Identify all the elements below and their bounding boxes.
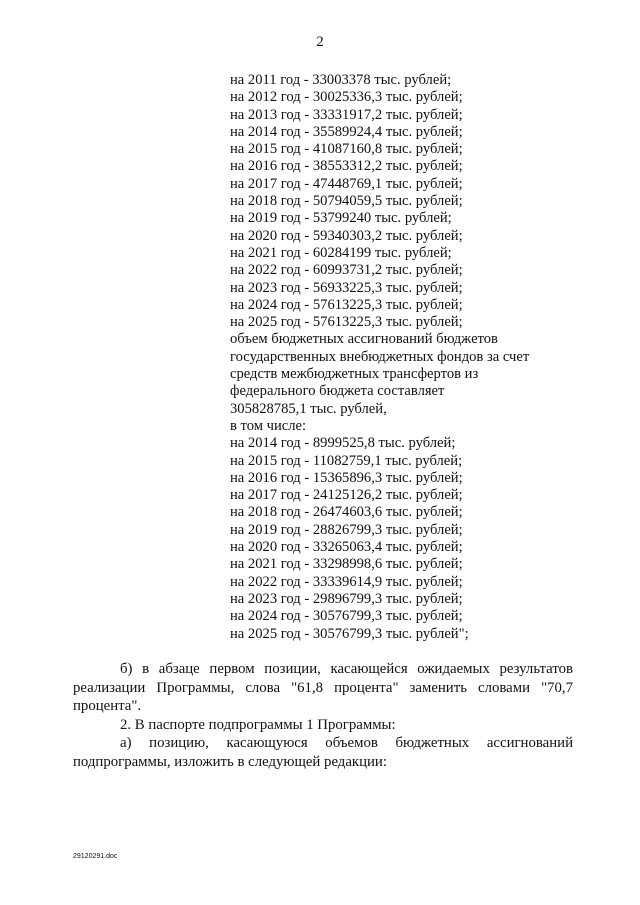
paragraph-item-a: а) позицию, касающуюся объемов бюджетных ассигнований подпрограммы, изложить в следующей редакции: <box>73 735 573 770</box>
allocation-line: на 2024 год - 57613225,3 тыс. рублей; <box>230 296 463 313</box>
allocation-line: на 2014 год - 35589924,4 тыс. рублей; <box>230 123 463 140</box>
funds-allocation-line: на 2021 год - 33298998,6 тыс. рублей; <box>230 556 463 573</box>
funds-allocation-line: на 2025 год - 30576799,3 тыс. рублей"; <box>230 625 469 642</box>
funds-allocation-line: на 2014 год - 8999525,8 тыс. рублей; <box>230 435 456 452</box>
allocation-line: на 2011 год - 33003378 тыс. рублей; <box>230 72 452 88</box>
funds-allocation-line: на 2018 год - 26474603,6 тыс. рублей; <box>230 504 463 521</box>
allocation-line: на 2022 год - 60993731,2 тыс. рублей; <box>230 262 463 279</box>
allocation-line: на 2025 год - 57613225,3 тыс. рублей; <box>230 314 463 331</box>
funds-allocation-line: на 2015 год - 11082759,1 тыс. рублей; <box>230 452 463 469</box>
allocation-line: на 2015 год - 41087160,8 тыс. рублей; <box>230 141 463 158</box>
body-text <box>73 660 573 772</box>
funds-description-line: федерального бюджета составляет <box>230 383 445 400</box>
funds-total: 305828785,1 тыс. рублей, <box>230 400 387 417</box>
page-number: 2 <box>316 34 324 50</box>
funds-including: в том числе: <box>230 417 307 434</box>
allocation-line: на 2023 год - 56933225,3 тыс. рублей; <box>230 279 463 296</box>
allocation-line: на 2020 год - 59340303,2 тыс. рублей; <box>230 227 463 244</box>
allocation-line: на 2019 год - 53799240 тыс. рублей; <box>230 210 452 227</box>
paragraph-item-b: б) в абзаце первом позиции, касающейся ожидаемых результатов реализации Программы, слова "61,8 процента" заменить словами "70,7 процента". <box>73 661 573 715</box>
funds-allocation-line: на 2023 год - 29896799,3 тыс. рублей; <box>230 590 463 607</box>
funds-description-line: государственных внебюджетных фондов за счет <box>230 348 530 365</box>
funds-description-line: средств межбюджетных трансфертов из <box>230 366 479 383</box>
funds-allocation-line: на 2019 год - 28826799,3 тыс. рублей; <box>230 521 463 538</box>
funds-allocation-line: на 2024 год - 30576799,3 тыс. рублей; <box>230 608 463 625</box>
funds-allocation-line: на 2017 год - 24125126,2 тыс. рублей; <box>230 487 463 504</box>
funds-allocation-line: на 2020 год - 33265063,4 тыс. рублей; <box>230 539 463 556</box>
allocation-line: на 2016 год - 38553312,2 тыс. рублей; <box>230 158 463 175</box>
allocation-line: на 2018 год - 50794059,5 тыс. рублей; <box>230 193 463 210</box>
allocation-line: на 2012 год - 30025336,3 тыс. рублей; <box>230 89 463 106</box>
funds-allocation-line: на 2022 год - 33339614,9 тыс. рублей; <box>230 573 463 590</box>
allocation-line: на 2013 год - 33331917,2 тыс. рублей; <box>230 106 463 123</box>
funds-allocation-line: на 2016 год - 15365896,3 тыс. рублей; <box>230 469 463 486</box>
footer-filename: 29120291.doc <box>73 853 118 860</box>
funds-description-line: объем бюджетных ассигнований бюджетов <box>230 331 498 348</box>
paragraph-item-2: 2. В паспорте подпрограммы 1 Программы: <box>120 716 396 733</box>
allocations-block <box>230 72 530 643</box>
allocation-line: на 2017 год - 47448769,1 тыс. рублей; <box>230 175 463 192</box>
allocation-line: на 2021 год - 60284199 тыс. рублей; <box>230 244 452 261</box>
